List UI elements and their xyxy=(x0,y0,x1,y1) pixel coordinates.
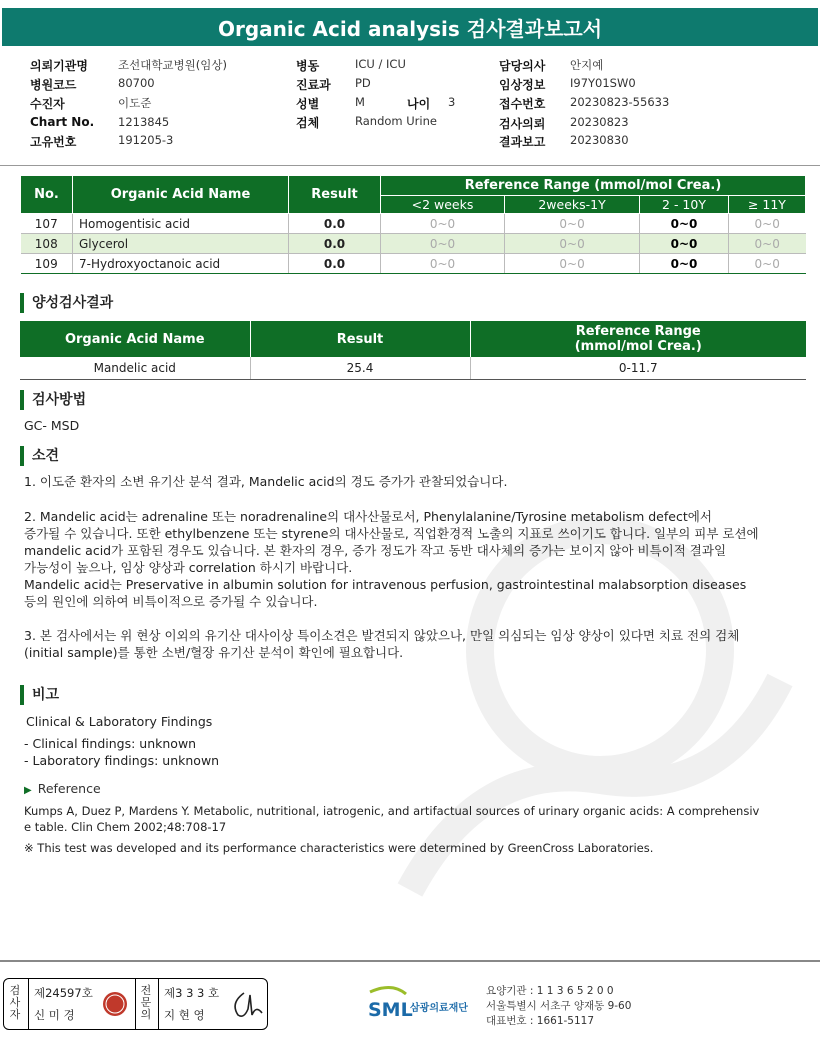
cell-ref: 0~0 xyxy=(504,214,639,234)
finding-line: (initial sample)를 통한 소변/혈장 유기산 분석이 확인에 필요합니다. xyxy=(24,645,404,660)
section-heading-method: 검사방법 xyxy=(20,390,86,410)
col-header-range: <2 weeks xyxy=(381,196,505,214)
table-row xyxy=(21,254,806,274)
info-label: 고유번호 xyxy=(30,135,77,149)
remark-line: - Laboratory findings: unknown xyxy=(24,753,220,768)
info-label: 진료과 xyxy=(296,78,331,92)
section-heading-positive: 양성검사결과 xyxy=(20,293,113,313)
cell-no: 107 xyxy=(21,214,73,234)
institution-info-line: 서울특별시 서초구 양재동 9-60 xyxy=(486,1000,632,1012)
cell-no: 109 xyxy=(21,254,73,274)
reference-line: e table. Clin Chem 2002;48:708-17 xyxy=(24,820,227,834)
info-value: ICU / ICU xyxy=(355,57,406,71)
reference-note: ※ This test was developed and its performance characteristics were determined by GreenCross Laboratories. xyxy=(24,841,654,855)
finding-paragraph: 1. 이도준 환자의 소변 유기산 분석 결과, Mandelic acid의 경도 증가가 관찰되었습니다. xyxy=(24,474,508,489)
col-header-no: No. xyxy=(21,176,73,214)
info-value: 이도준 xyxy=(118,96,152,110)
info-value: M xyxy=(355,95,365,109)
info-label: 나이 xyxy=(407,97,431,111)
signature-icon xyxy=(226,987,266,1023)
finding-line: 가능성이 높으나, 임상 양상과 correlation 하시기 바랍니다. xyxy=(24,560,353,575)
remark-line: - Clinical findings: unknown xyxy=(24,736,197,751)
report-title: Organic Acid analysis 검사결과보고서 xyxy=(2,8,818,46)
cell-result: 25.4 xyxy=(250,357,470,379)
info-label: 병동 xyxy=(296,59,320,73)
reference-header-line: (mmol/mol Crea.) xyxy=(574,339,702,354)
info-value: 20230823 xyxy=(570,115,629,129)
cell-ref: 0~0 xyxy=(728,214,805,234)
info-label: 의뢰기관명 xyxy=(30,59,88,73)
info-value: 20230823-55633 xyxy=(570,95,670,109)
institution-info xyxy=(486,984,631,1029)
finding-line: 2. Mandelic acid는 adrenaline 또는 noradrenaline의 대사산물로서, Phenylalanine/Tyrosine metabolism defect에서 xyxy=(24,509,712,524)
info-label: 접수번호 xyxy=(499,97,546,111)
cell-ref-highlight: 0~0 xyxy=(640,214,729,234)
cell-name: 7-Hydroxyoctanoic acid xyxy=(73,254,289,274)
info-value: 80700 xyxy=(118,76,155,90)
info-value: 안지예 xyxy=(570,58,604,72)
divider xyxy=(158,979,159,1029)
col-header-name: Organic Acid Name xyxy=(20,321,250,357)
section-heading-remarks: 비고 xyxy=(20,685,59,705)
col-header-reference xyxy=(470,321,806,357)
cell-ref-highlight: 0~0 xyxy=(640,234,729,254)
examiner-license: 제24597호 xyxy=(34,986,93,1000)
remark-line: Clinical & Laboratory Findings xyxy=(26,714,213,729)
info-value: I97Y01SW0 xyxy=(570,76,636,90)
cell-ref: 0~0 xyxy=(504,254,639,274)
examiner-vertical-label: 검 사 자 xyxy=(9,984,21,1021)
info-value: 20230830 xyxy=(570,133,629,147)
col-header-result: Result xyxy=(289,176,381,214)
info-value: 191205-3 xyxy=(118,133,174,147)
cell-ref-highlight: 0~0 xyxy=(640,254,729,274)
col-header-range: 2weeks-1Y xyxy=(504,196,639,214)
specialist-license: 제3 3 3 호 xyxy=(164,986,220,1000)
cell-ref: 0~0 xyxy=(728,234,805,254)
section-heading-findings: 소견 xyxy=(20,446,59,466)
footer-divider xyxy=(0,960,820,962)
finding-line: mandelic acid가 포함된 경우도 있습니다. 본 환자의 경우, 증가 정도가 작고 동반 대사체의 증가는 보이지 않아 비특이적 결과일 xyxy=(24,543,727,558)
info-label: 결과보고 xyxy=(499,135,546,149)
specialist-name: 지 현 영 xyxy=(164,1008,205,1022)
col-header-range: ≥ 11Y xyxy=(728,196,805,214)
reference-heading xyxy=(24,781,101,796)
cell-result: 0.0 xyxy=(289,214,381,234)
col-header-name: Organic Acid Name xyxy=(73,176,289,214)
svg-text:삼광의료재단: 삼광의료재단 xyxy=(410,1003,468,1014)
method-text: GC- MSD xyxy=(24,418,80,433)
reference-header-line: Reference Range xyxy=(575,324,701,339)
reference-line: Kumps A, Duez P, Mardens Y. Metabolic, nutritional, iatrogenic, and artifactual sources of urinary organic acids: A comprehensiv xyxy=(24,804,760,818)
info-value: 조선대학교병원(임상) xyxy=(118,58,227,72)
info-label: 수진자 xyxy=(30,97,65,111)
positive-results-table xyxy=(20,321,806,380)
cell-ref: 0~0 xyxy=(381,254,505,274)
info-label: 담당의사 xyxy=(499,59,546,73)
table-row xyxy=(21,234,806,254)
signature-box xyxy=(3,978,268,1030)
examiner-name: 신 미 경 xyxy=(34,1008,75,1022)
finding-line: 등의 원인에 의하여 비특이적으로 증가될 수 있습니다. xyxy=(24,594,318,609)
cell-ref: 0~0 xyxy=(381,214,505,234)
info-label: 검사의뢰 xyxy=(499,117,546,131)
cell-ref: 0-11.7 xyxy=(470,357,806,379)
specialist-vertical-label: 전 문 의 xyxy=(140,984,152,1021)
info-label: 병원코드 xyxy=(30,78,77,92)
info-label: 임상정보 xyxy=(499,78,546,92)
organic-acid-table xyxy=(20,175,806,274)
info-label: Chart No. xyxy=(30,115,95,129)
table-row xyxy=(20,357,806,379)
reference-heading-label: Reference xyxy=(37,781,101,796)
info-value: 3 xyxy=(448,95,456,109)
col-header-reference: Reference Range (mmol/mol Crea.) xyxy=(381,176,806,196)
cell-name: Glycerol xyxy=(73,234,289,254)
cell-ref: 0~0 xyxy=(504,234,639,254)
info-value: PD xyxy=(355,76,371,90)
info-label: 성별 xyxy=(296,97,320,111)
cell-name: Mandelic acid xyxy=(20,357,250,379)
svg-text:SML: SML xyxy=(368,999,413,1021)
finding-line: 3. 본 검사에서는 위 현상 이외의 유기산 대사이상 특이소견은 발견되지 않았으나, 만일 의심되는 임상 양상이 있다면 치료 전의 검체 xyxy=(24,628,740,643)
col-header-result: Result xyxy=(250,321,470,357)
divider xyxy=(135,979,136,1029)
cell-ref: 0~0 xyxy=(381,234,505,254)
finding-line: Mandelic acid는 Preservative in albumin solution for intravenous perfusion, gastrointestinal malabsorption diseases xyxy=(24,577,747,592)
sml-logo-icon xyxy=(366,984,478,1024)
triangle-icon: ▶ xyxy=(24,785,32,796)
seal-icon xyxy=(100,989,130,1019)
finding-line: 증가될 수 있습니다. 또한 ethylbenzene 또는 styrene의 대사산물로, 직업환경적 노출의 지표로 쓰이기도 합니다. 일부의 피부 로션에 xyxy=(24,526,759,541)
institution-info-line: 요양기관 : 1 1 3 6 5 2 0 0 xyxy=(486,985,614,997)
info-label: 검체 xyxy=(296,116,320,130)
divider xyxy=(28,979,29,1029)
cell-ref: 0~0 xyxy=(728,254,805,274)
info-value: Random Urine xyxy=(355,114,437,128)
cell-name: Homogentisic acid xyxy=(73,214,289,234)
info-value: 1213845 xyxy=(118,115,170,129)
institution-info-line: 대표번호 : 1661-5117 xyxy=(486,1015,595,1027)
divider xyxy=(0,165,820,166)
col-header-range: 2 - 10Y xyxy=(640,196,729,214)
cell-result: 0.0 xyxy=(289,234,381,254)
cell-result: 0.0 xyxy=(289,254,381,274)
cell-no: 108 xyxy=(21,234,73,254)
table-row xyxy=(21,214,806,234)
